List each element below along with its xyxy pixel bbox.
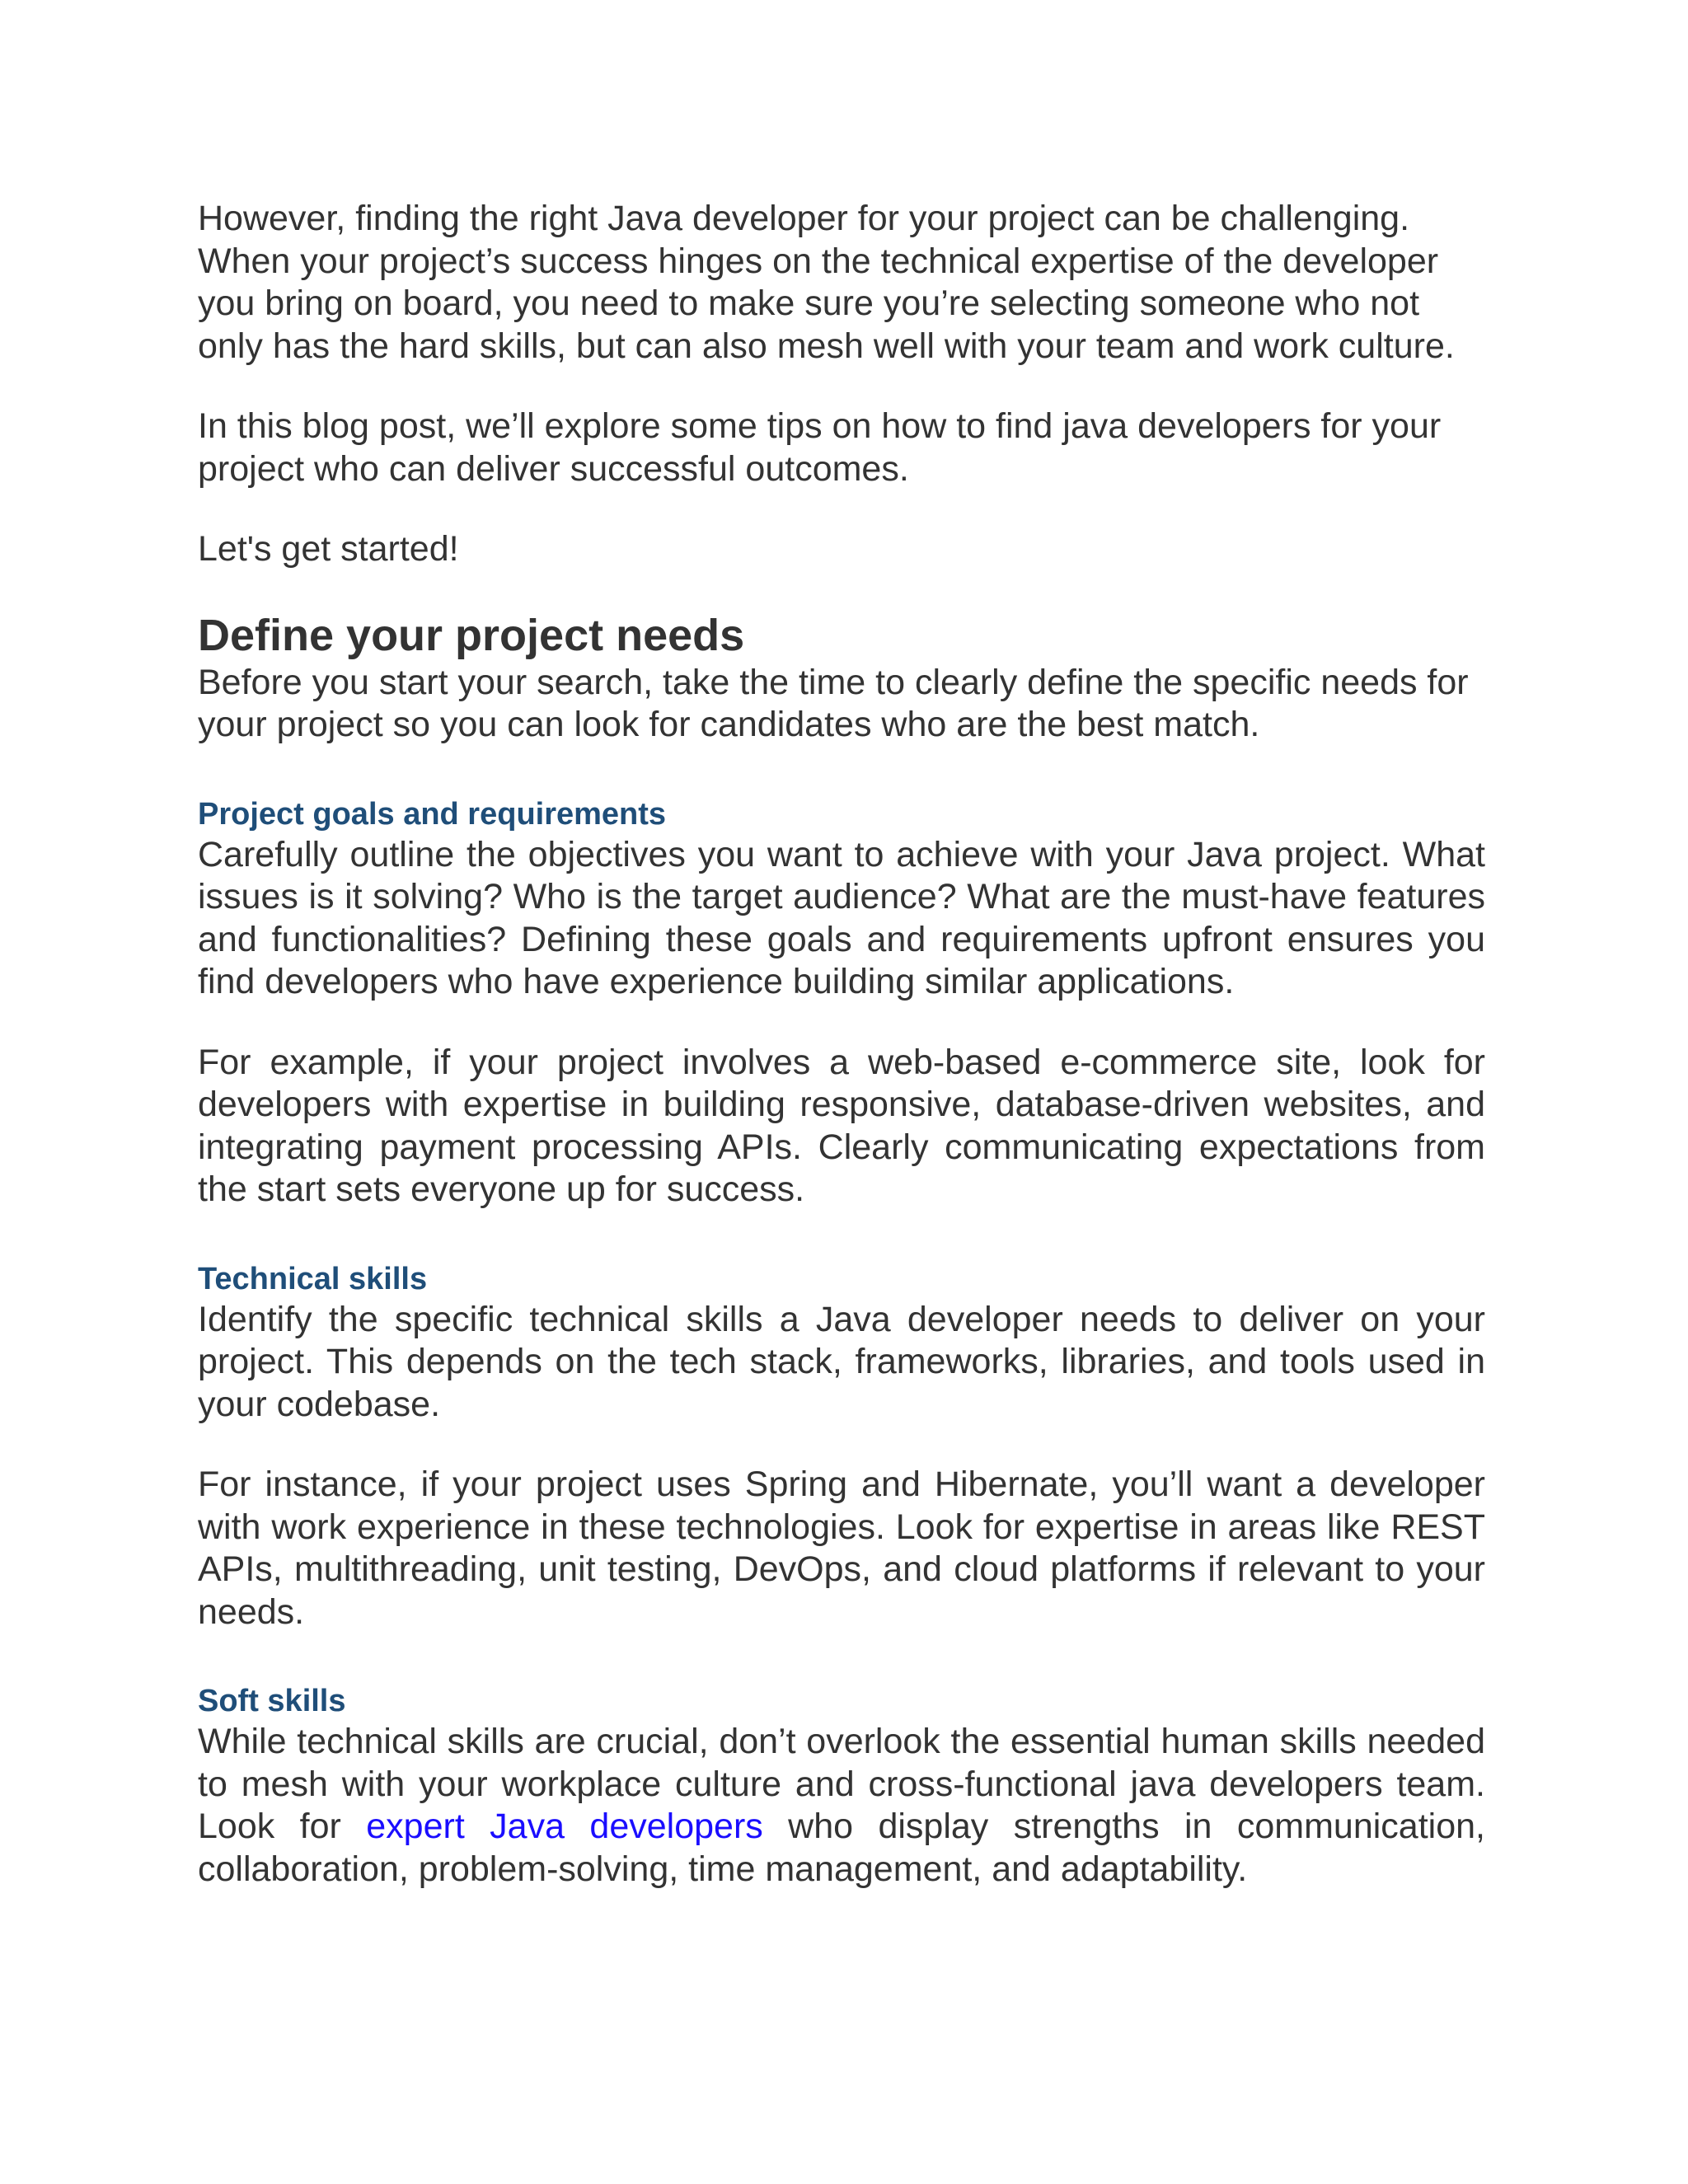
expert-java-developers-link[interactable]: expert Java developers [366,1807,763,1846]
document-page [198,198,1485,1891]
technical-heading: Technical skills [198,1261,428,1296]
technical-paragraph-2: For instance, if your project uses Spring and Hibernate, you’ll want a developer with work experience in these technologies. Look for expertise in areas like REST APIs, multithreading, unit testing, DevOps, and cloud platforms if relevant to your needs. [198,1465,1485,1632]
soft-skills-text-before: While technical skills are crucial, don’t overlook the essential human skills needed to mesh with your workplace culture and cross-functional java developers team. Look for [198,1722,1485,1846]
soft-skills-paragraph [198,1721,1485,1891]
technical-paragraph-1: Identify the specific technical skills a Java developer needs to deliver on your project. This depends on the tech stack, frameworks, libraries, and tools used in your codebase. [198,1299,1485,1424]
goals-paragraph-1: Carefully outline the objectives you want to achieve with your Java project. What issues is it solving? Who is the target audience? What are the must-have features and functionalities? Defining these goals and requirements upfront ensures you find developers who have experience building similar applications. [198,834,1485,1001]
intro-paragraph-2: In this blog post, we’ll explore some tips on how to find java developers for your project who can deliver successful outcomes. [198,406,1442,489]
soft-skills-text-after: who display strengths in communication, collaboration, problem-solving, time management, and adaptability. [198,1807,1485,1889]
intro-paragraph-1: However, finding the right Java developer for your project can be challenging. When your project’s success hinges on the technical expertise of the developer you bring on board, you need to make sure you’re selecting someone who not only has the hard skills, but can also mesh well with your team and work culture. [198,199,1455,366]
goals-paragraph-2: For example, if your project involves a web-based e-commerce site, look for developers with expertise in building responsive, database-driven websites, and integrating payment processing APIs. Clearly communicating expectations from the start sets everyone up for success. [198,1042,1485,1209]
section-intro-paragraph: Before you start your search, take the time to clearly define the specific needs for your project so you can look for candidates who are the best match. [198,662,1469,744]
soft-skills-heading: Soft skills [198,1684,346,1718]
goals-heading: Project goals and requirements [198,796,667,832]
section-heading: Define your project needs [198,610,745,660]
intro-paragraph-3: Let's get started! [198,529,459,569]
